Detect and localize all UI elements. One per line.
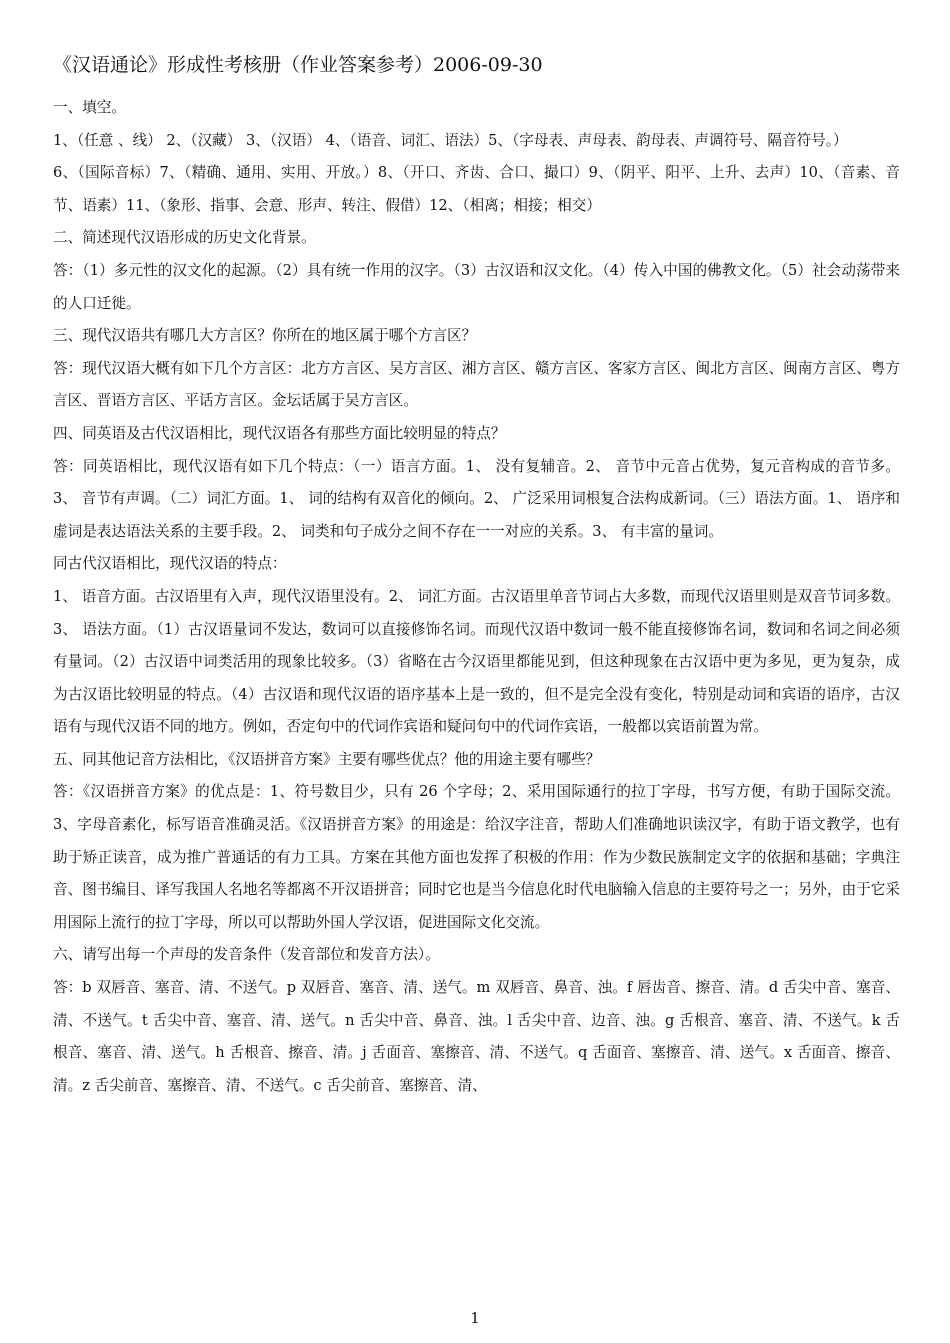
section-heading-3: 三、现代汉语共有哪几大方言区？你所在的地区属于哪个方言区？: [53, 327, 477, 345]
answer-paragraph-3: 答：现代汉语大概有如下几个方言区：北方方言区、吴方言区、湘方言区、赣方言区、客家方言区、闽北方言区、闽南方言区、粤方言区、晋语方言区、平话方言区。金坛话属于吴方言区。: [53, 359, 900, 410]
section-heading-5: 五、同其他记音方法相比，《汉语拼音方案》主要有哪些优点？他的用途主要有哪些？: [53, 750, 601, 768]
paragraph-fill-blank-1-5: 1、（任意 、线） 2、（汉藏） 3、（汉语） 4、（语音、词汇、语法）5、（字母表、声母表、韵母表、声调符号、隔音符号。）: [53, 131, 848, 149]
paragraph-fill-blank-6-12: 6、（国际音标）7、（精确、通用、实用、开放。）8、（开口、齐齿、合口、撮口）9、（阴平、阳平、上升、去声）10、（音素、音节、语素）11、（象形、指事、会意、形声、转注、假借）12、（相离；相接；相交）: [53, 164, 900, 214]
document-title: 《汉语通论》形成性考核册（作业答案参考）2006-09-30: [53, 54, 543, 76]
answer-paragraph-4-ancient: 1、 语音方面。古汉语里有入声，现代汉语里没有。2、 词汇方面。古汉语里单音节词占大多数，而现代汉语里则是双音节词多数。3、 语法方面。（1）古汉语量词不发达，数词可以直接修饰名词。而现代汉语中数词一般不能直接修饰名词，数词和名词之间必须有量词。（2）古汉语中词类活用的现象比较多。（3）省略在古今汉语里都能见到，但这种现象在古汉语中更为多见，更为复杂，成为古汉语比较明显的特点。（4）古汉语和现代汉语的语序基本上是一致的，但不是完全没有变化，特别是动词和宾语的语序，古汉语有与现代汉语不同的地方。例如，否定句中的代词作宾语和疑问句中的代词作宾语，一般都以宾语前置为常。: [53, 587, 900, 736]
answer-paragraph-6: 答：b 双唇音、塞音、清、不送气。p 双唇音、塞音、清、送气。m 双唇音、鼻音、浊。f 唇齿音、擦音、清。d 舌尖中音、塞音、清、不送气。t 舌尖中音、塞音、清、送气。n 舌尖中音、鼻音、浊。l 舌尖中音、边音、浊。g 舌根音、塞音、清、不送气。k 舌根音、塞音、清、送气。h 舌根音、擦音、清。j 舌面音、塞擦音、清、不送气。q 舌面音、塞擦音、清、送气。x 舌面音、擦音、清。z 舌尖前音、塞擦音、清、不送气。c 舌尖前音、塞擦音、清、: [53, 979, 900, 1094]
section-heading-4: 四、同英语及古代汉语相比，现代汉语各有那些方面比较明显的特点？: [53, 424, 506, 442]
section-heading-6: 六、请写出每一个声母的发音条件（发音部位和发音方法）。: [53, 946, 440, 964]
section-heading-1: 一、填空。: [53, 99, 126, 116]
page-number: 1: [470, 1309, 480, 1327]
document-body: [53, 92, 900, 1102]
answer-paragraph-5: 答：《汉语拼音方案》的优点是：1、符号数目少，只有 26 个字母；2、采用国际通行的拉丁字母，书写方便，有助于国际交流。3、字母音素化，标写语音准确灵活。《汉语拼音方案》的用途是：给汉字注音，帮助人们准确地识读汉字，有助于语文教学，也有助于矫正读音，成为推广普通话的有力工具。方案在其他方面也发挥了积极的作用：作为少数民族制定文字的依据和基础；字典注音、图书编目、译写我国人名地名等都离不开汉语拼音；同时它也是当今信息化时代电脑输入信息的主要符号之一；另外，由于它采用国际上流行的拉丁字母，所以可以帮助外国人学汉语，促进国际文化交流。: [53, 783, 900, 931]
section-heading-2: 二、简述现代汉语形成的历史文化背景。: [53, 229, 316, 247]
answer-paragraph-2: 答：（1）多元性的汉文化的起源。（2）具有统一作用的汉字。（3）古汉语和汉文化。（4）传入中国的佛教文化。（5）社会动荡带来的人口迁徙。: [53, 261, 900, 312]
subheading-ancient-chinese: 同古代汉语相比，现代汉语的特点：: [53, 555, 287, 573]
answer-paragraph-4-english: 答：同英语相比，现代汉语有如下几个特点：（一）语言方面。1、 没有复辅音。2、 音节中元音占优势，复元音构成的音节多。3、 音节有声调。（二）词汇方面。1、 词的结构有双音化的倾向。2、 广泛采用词根复合法构成新词。（三）语法方面。1、 语序和虚词是表达语法关系的主要手段。2、 词类和句子成分之间不存在一一对应的关系。3、 有丰富的量词。: [53, 457, 900, 540]
